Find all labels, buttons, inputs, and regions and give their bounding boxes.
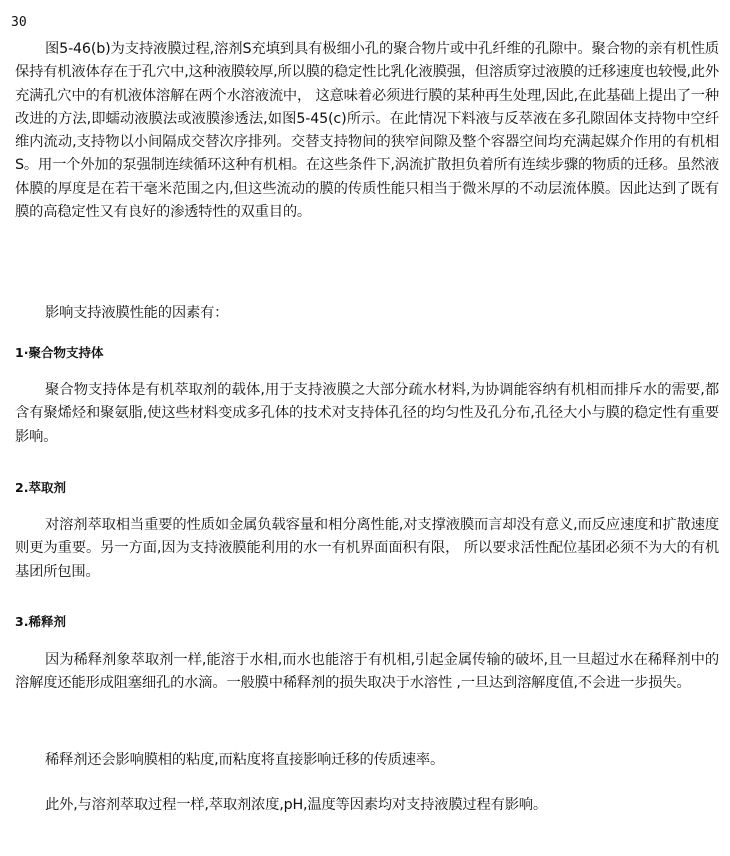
viscosity-paragraph: 稀释剂还会影响膜相的粘度,而粘度将直接影响迁移的传质速率。: [45, 752, 445, 768]
section-heading-extractant: 2.萃取剂: [15, 480, 66, 495]
section-heading-diluent: 3.稀释剂: [15, 614, 66, 629]
polymer-support-paragraph: 聚合物支持体是有机萃取剂的载体,用于支持液膜之大部分疏水材料,为协调能容纳有机相而排斥水的需要,都含有聚烯烃和聚氨脂,使这些材料变成多孔体的技术对支持体孔径的均匀性及孔分布,孔径大小与膜的稳定性有重要影响。: [15, 382, 719, 445]
other-factors-paragraph: 此外,与溶剂萃取过程一样,萃取剂浓度,pH,温度等因素均对支持液膜过程有影响。: [45, 797, 547, 813]
section-heading-polymer-support: 1·聚合物支持体: [15, 345, 104, 360]
factors-intro-paragraph: 影响支持液膜性能的因素有：: [45, 305, 229, 321]
extractant-paragraph: 对溶剂萃取相当重要的性质如金属负载容量和相分离性能,对支撑液膜而言却没有意义,而反应速度和扩散速度则更为重要。另一方面,因为支持液膜能利用的水一有机界面面积有限， 所以要求活性配位基团必须不为大的有机基团所包围。: [15, 517, 719, 580]
intro-paragraph: 图5-46(b)为支持液膜过程,溶剂S充填到具有极细小孔的聚合物片或中孔纤维的孔隙中。聚合物的亲有机性质保持有机液体存在于孔穴中,这种液膜较厚,所以膜的稳定性比乳化液膜强，但溶质穿过液膜的迁移速度也较慢,此外充满孔穴中的有机液体溶解在两个水溶液流中， 这意味着必须进行膜的某种再生处理,因此,在此基础上提出了一种改进的方法,即蠕动液膜法或液膜渗透法,如图5-45(c)所示。在此情况下料液与反萃液在多孔隙固体支持物中空纤维内流动,支持物以小间隔成交替次序排列。交替支持物间的狭窄间隙及整个容器空间均充满起媒介作用的有机相S。用一个外加的泵强制连续循环这种有机相。在这些条件下,涡流扩散担负着所有连续步骤的物质的迁移。虽然液体膜的厚度是在若干毫米范围之内,但这些流动的膜的传质性能只相当于微米厚的不动层流体膜。因此达到了既有膜的高稳定性又有良好的渗透特性的双重目的。: [15, 41, 719, 221]
page-number: 30: [11, 15, 27, 30]
diluent-paragraph: 因为稀释剂象萃取剂一样,能溶于水相,而水也能溶于有机相,引起金属传输的破坏,且一旦超过水在稀释剂中的溶解度还能形成阻塞细孔的水滴。一般膜中稀释剂的损失取决于水溶性 ,一旦达到溶解度值,不会进一步损失。: [15, 652, 719, 692]
